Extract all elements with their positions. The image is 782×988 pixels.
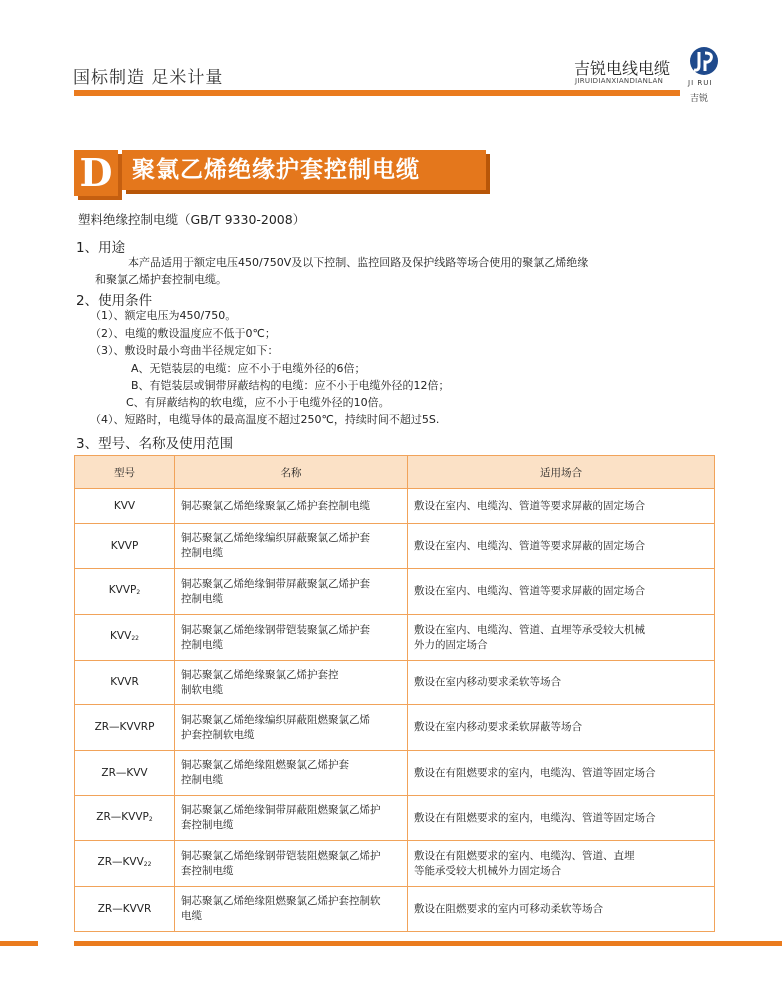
cell-use <box>408 841 715 887</box>
cell-name <box>175 661 408 705</box>
use-line: 敷设在有阻燃要求的室内、电缆沟、管道、直埋 <box>414 849 635 862</box>
use-line: 敷设在室内移动要求柔软屏蔽等场合 <box>414 721 582 733</box>
model-table <box>74 455 715 932</box>
usage-line-2: 和聚氯乙烯护套控制电缆。 <box>95 273 227 286</box>
condition-item: （3）、敷设时最小弯曲半径规定如下： <box>90 344 279 357</box>
cell-use <box>408 705 715 751</box>
table-row <box>75 489 715 524</box>
condition-item: （2）、电缆的敷设温度应不低于0℃； <box>90 327 276 340</box>
table-row <box>75 751 715 796</box>
cell-name <box>175 489 408 524</box>
table-row <box>75 796 715 841</box>
name-line: 铜芯聚氯乙烯绝缘编织屏蔽聚氯乙烯护套 <box>181 532 370 544</box>
cell-model <box>75 615 175 661</box>
cell-model <box>75 796 175 841</box>
footer-divider-left <box>0 941 38 946</box>
header-name: 名称 <box>175 456 408 489</box>
header-divider <box>74 90 680 96</box>
cell-model <box>75 489 175 524</box>
brand-pinyin: JIRUIDIANXIANDIANLAN <box>575 77 664 85</box>
logo-caption: JI RUI <box>688 79 713 87</box>
model-code: ZR—KVV <box>97 856 144 868</box>
cell-use <box>408 615 715 661</box>
model-code: KVVP <box>108 584 137 596</box>
table-row <box>75 524 715 569</box>
header-model: 型号 <box>75 456 175 489</box>
name-line: 铜芯聚氯乙烯绝缘阻燃聚氯乙烯护套控制软 <box>181 895 381 907</box>
models-heading: 3、型号、名称及使用范围 <box>76 436 234 452</box>
standard-reference: 塑料绝缘控制电缆（GB/T 9330-2008） <box>78 212 306 227</box>
name-line: 铜芯聚氯乙烯绝缘聚氯乙烯护套控 <box>181 668 339 681</box>
condition-item: （4）、短路时，电缆导体的最高温度不超过250℃，持续时间不超过5S. <box>90 413 440 426</box>
table-row <box>75 569 715 615</box>
table-header-row <box>75 456 715 489</box>
model-code: ZR—KVV <box>101 766 148 779</box>
use-line: 敷设在室内、电缆沟、管道等要求屏蔽的固定场合 <box>414 539 645 552</box>
usage-line-1: 本产品适用于额定电压450/750V及以下控制、监控回路及保护线路等场合使用的聚氯乙烯绝缘 <box>128 256 589 269</box>
model-subscript: 2 <box>136 589 141 596</box>
cell-use <box>408 796 715 841</box>
cell-use <box>408 887 715 932</box>
use-line: 敷设在室内、电缆沟、管道等要求屏蔽的固定场合 <box>414 499 645 512</box>
table-row <box>75 887 715 932</box>
name-line: 铜芯聚氯乙烯绝缘聚氯乙烯护套控制电缆 <box>181 499 370 512</box>
cell-model <box>75 841 175 887</box>
cell-name <box>175 751 408 796</box>
title-letter: D <box>74 150 118 196</box>
cell-name <box>175 887 408 932</box>
table-row <box>75 615 715 661</box>
cell-name <box>175 524 408 569</box>
table-row <box>75 841 715 887</box>
condition-item: （1）、额定电压为450/750。 <box>90 309 237 322</box>
model-code: ZR—KVVP <box>96 810 149 823</box>
brand-name: 吉锐电线电缆 <box>574 59 671 78</box>
name-line: 控制电缆 <box>181 638 223 651</box>
model-code: KVVP <box>110 539 139 552</box>
cell-model <box>75 705 175 751</box>
name-line: 铜芯聚氯乙烯绝缘阻燃聚氯乙烯护套 <box>181 759 349 771</box>
model-subscript: 22 <box>131 635 139 642</box>
cell-use <box>408 524 715 569</box>
use-line: 敷设在室内、电缆沟、管道等要求屏蔽的固定场合 <box>414 585 645 597</box>
cell-use <box>408 569 715 615</box>
use-line: 敷设在室内移动要求柔软等场合 <box>414 676 561 688</box>
name-line: 护套控制软电缆 <box>181 728 255 741</box>
model-code: KVV <box>110 630 132 642</box>
header-use: 适用场合 <box>408 456 715 489</box>
usage-heading: 1、用途 <box>76 240 126 256</box>
name-line: 控制电缆 <box>181 547 223 559</box>
cell-use <box>408 661 715 705</box>
name-line: 铜芯聚氯乙烯绝缘铜带屏蔽聚氯乙烯护套 <box>181 577 370 590</box>
title-text: 聚氯乙烯绝缘护套控制电缆 <box>122 150 486 190</box>
use-line: 外力的固定场合 <box>414 638 488 651</box>
name-line: 套控制电缆 <box>181 864 234 877</box>
cell-model <box>75 751 175 796</box>
model-code: ZR—KVVRP <box>94 721 155 733</box>
model-code: KVVR <box>110 676 139 688</box>
cell-name <box>175 705 408 751</box>
use-line: 敷设在有阻燃要求的室内，电缆沟、管道等固定场合 <box>414 766 656 779</box>
use-line: 敷设在有阻燃要求的室内，电缆沟、管道等固定场合 <box>414 811 656 824</box>
use-line: 等能承受较大机械外力固定场合 <box>414 864 561 877</box>
model-subscript: 2 <box>148 815 153 823</box>
cell-name <box>175 615 408 661</box>
use-line: 敷设在阻燃要求的室内可移动柔软等场合 <box>414 902 603 915</box>
name-line: 套控制电缆 <box>181 819 234 831</box>
footer-divider <box>74 941 782 946</box>
name-line: 控制电缆 <box>181 592 223 605</box>
cell-model <box>75 524 175 569</box>
model-subscript: 22 <box>143 861 152 868</box>
cell-name <box>175 841 408 887</box>
model-code: KVV <box>113 499 136 512</box>
cell-model <box>75 569 175 615</box>
cell-use <box>408 751 715 796</box>
cell-name <box>175 569 408 615</box>
cell-use <box>408 489 715 524</box>
name-line: 铜芯聚氯乙烯绝缘编织屏蔽阻燃聚氯乙烯 <box>181 713 370 726</box>
model-code: ZR—KVVR <box>97 902 152 915</box>
condition-subitem: A、无铠装层的电缆：应不小于电缆外径的6倍； <box>131 362 366 375</box>
cell-name <box>175 796 408 841</box>
name-line: 电缆 <box>181 910 202 922</box>
table-row <box>75 661 715 705</box>
logo-script: 吉锐 <box>690 94 709 104</box>
name-line: 铜芯聚氯乙烯绝缘铜带屏蔽阻燃聚氯乙烯护 <box>181 804 381 816</box>
use-line: 敷设在室内、电缆沟、管道、直埋等承受较大机械 <box>414 623 645 636</box>
jirui-logo-icon <box>689 44 719 78</box>
table-row <box>75 705 715 751</box>
cell-model <box>75 661 175 705</box>
conditions-heading: 2、使用条件 <box>76 293 153 309</box>
name-line: 制软电缆 <box>181 683 223 696</box>
name-line: 铜芯聚氯乙烯绝缘钢带铠装聚氯乙烯护套 <box>181 623 370 636</box>
condition-subitem: C、有屏蔽结构的软电缆，应不小于电缆外径的10倍。 <box>126 396 390 409</box>
header-slogan: 国标制造 足米计量 <box>73 68 224 88</box>
name-line: 铜芯聚氯乙烯绝缘钢带铠装阻燃聚氯乙烯护 <box>181 849 381 862</box>
name-line: 控制电缆 <box>181 774 223 786</box>
condition-subitem: B、有铠装层或铜带屏蔽结构的电缆：应不小于电缆外径的12倍； <box>131 379 450 392</box>
cell-model <box>75 887 175 932</box>
